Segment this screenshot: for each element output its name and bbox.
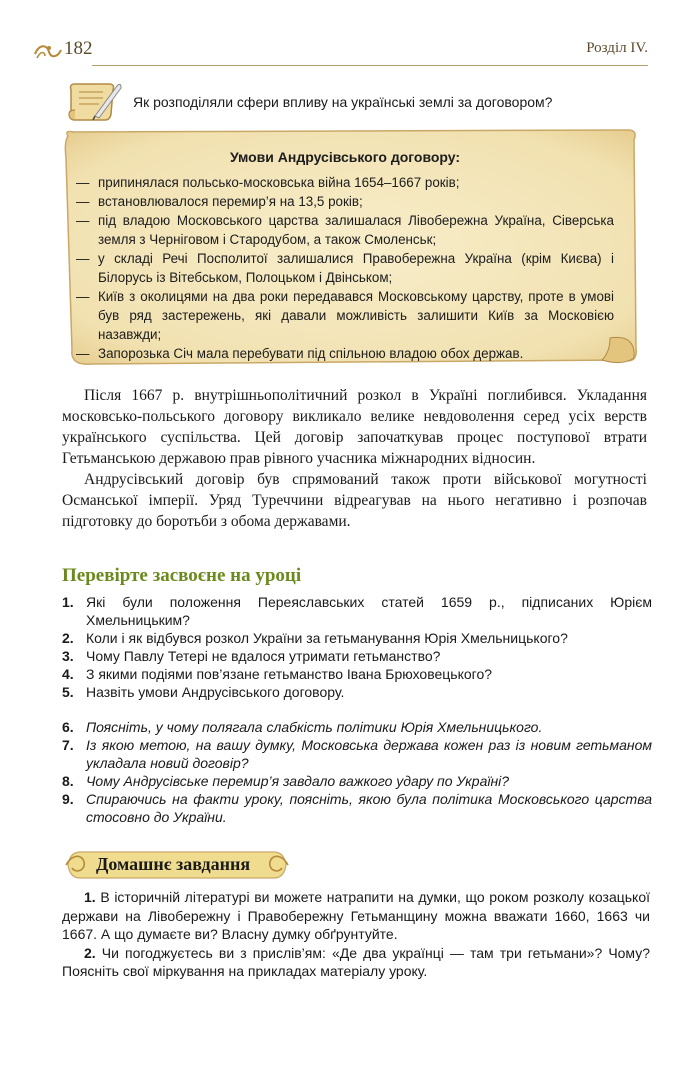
question-item: 8. Чому Андрусівське перемир’я завдало важкого удару по Україні? (62, 773, 510, 789)
page-number: 182 (64, 38, 93, 59)
homework-title: Домашнє завдання (96, 854, 251, 874)
homework-banner (62, 848, 292, 882)
question-item: 4. З якими подіями пов’язане гетьманство Івана Брюховецького? (62, 666, 493, 682)
question-item: 7. Із якою метою, на вашу думку, Московська держава кожен раз із новим гетьманом укладала новий договір? (62, 737, 652, 771)
question-item: 5. Назвіть умови Андрусівського договору. (62, 684, 345, 700)
term-item: — встановлювалося перемир’я на 13,5 років; (76, 194, 363, 209)
term-item: — Київ з околицями на два роки передавався Московському царству, проте в умові був ряд застережень, які давали можливість залишити Київ за Московією назавжди; (76, 289, 614, 342)
body-paragraph: Після 1667 р. внутрішньополітичний розкол в Україні поглибився. Укладання московсько-польського договору викликало велике невдоволення серед усіх верств українського суспільства. Цей договір започаткував процес поступової втрати Гетьманською державою прав рівного учасника міжнародних відносин. (62, 387, 647, 467)
term-item: — під владою Московського царства залишалася Лівобережна Україна, Сіверська земля з Черніговом і Стародубом, а також Смоленськ; (76, 213, 614, 247)
question-item: 9. Спираючись на факти уроку, поясніть, якою була політика Московського царства стосовно до України. (62, 791, 652, 825)
question-item: 2. Коли і як відбувся розкол України за гетьманування Юрія Хмельницького? (62, 630, 568, 646)
question-list-basic (62, 593, 652, 701)
body-paragraph: Андрусівський договір був спрямований також проти військової могутності Османської імперії. Уряд Туреччини відреагував на нього негативно і розпочав підготовку до боротьби з обома державами. (62, 471, 647, 530)
lesson-question: Як розподіляли сфери впливу на українські землі за договором? (133, 94, 553, 110)
terms-parchment (62, 128, 640, 368)
term-item: — припинялася польсько-московська війна 1654–1667 років; (76, 175, 460, 190)
question-item: 6. Поясніть, у чому полягала слабкість політики Юрія Хмельницького. (62, 719, 543, 735)
homework-item: 1. В історичній літературі ви можете натрапити на думки, що роком розколу козацької держави на Лівобережну і Правобережну Гетьманщину можна вважати 1660, 1663 чи 1667. А що думаєте ви? Власну думку обґрунтуйте. (62, 889, 651, 942)
question-item: 3. Чому Павлу Тетері не вдалося утримати гетьманство? (62, 648, 441, 664)
page-header (0, 30, 700, 70)
question-list-advanced (62, 718, 652, 826)
terms-title: Умови Андрусівського договору: (229, 149, 461, 165)
scroll-quill-icon (65, 80, 125, 124)
homework-text (62, 888, 650, 981)
section-label: Розділ IV. (586, 40, 648, 56)
ornament-icon (33, 40, 63, 62)
check-section-title: Перевірте засвоєне на уроці (62, 565, 302, 586)
term-item: — Запорозька Січ мала перебувати під спільною владою обох держав. (76, 346, 524, 361)
homework-item: 2. Чи погоджуєтесь ви з прислів’ям: «Де два українці — там три гетьмани»? Чому? Поясніть свої міркування на прикладах матеріалу уроку. (62, 944, 650, 979)
header-divider (92, 65, 648, 66)
body-text (62, 385, 647, 532)
question-item: 1. Які були положення Переяславських статей 1659 р., підписаних Юрієм Хмельницьким? (62, 594, 652, 628)
term-item: — у складі Речі Посполитої залишалися Правобережна Україна (крім Києва) і Білорусь із Вітебськом, Полоцьком і Двінськом; (76, 251, 614, 285)
